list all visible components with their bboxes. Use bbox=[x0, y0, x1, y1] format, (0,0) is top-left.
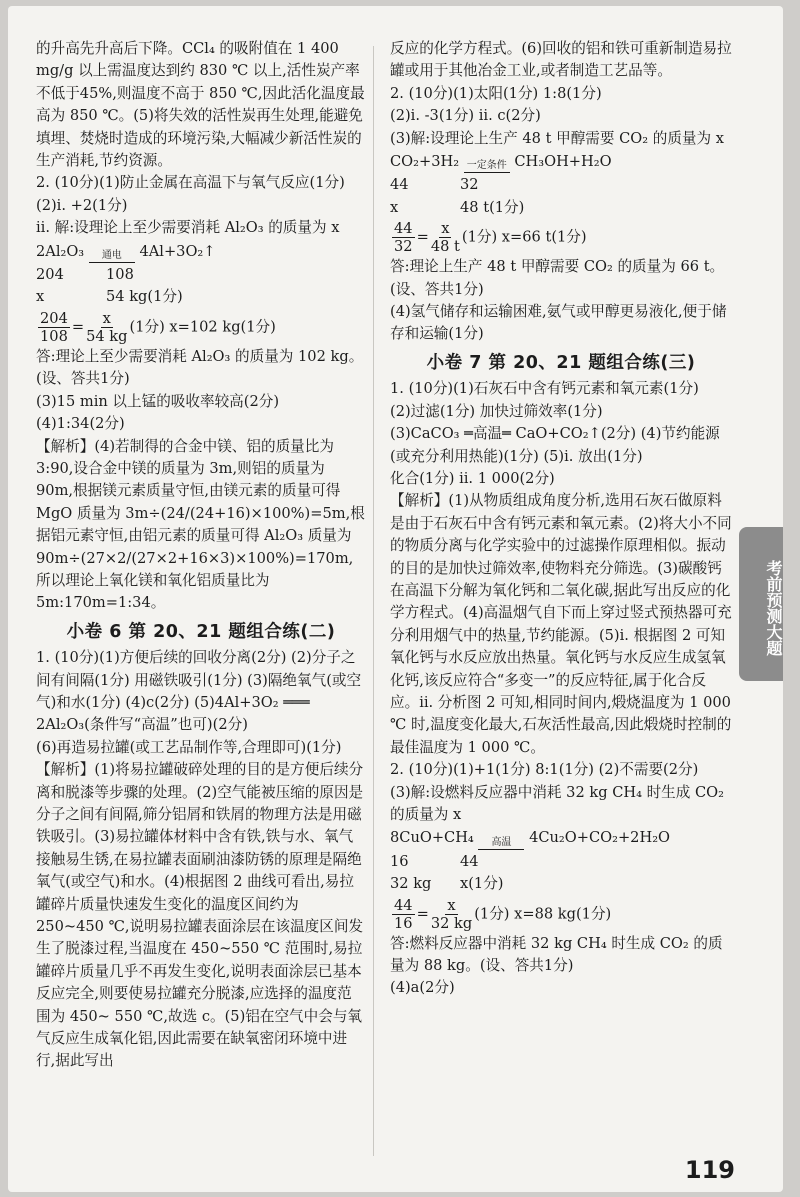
ratio-row-2 bbox=[36, 286, 366, 308]
quiz-7-question-2-part-3: (3)解:设燃料反应器中消耗 32 kg CH₄ 时生成 CO₂ 的质量为 x bbox=[390, 783, 724, 823]
ratio-value: 44 bbox=[460, 852, 479, 870]
equation-products: 4Al+3O₂↑ bbox=[139, 242, 216, 260]
equation-condition: 高温 bbox=[491, 836, 512, 848]
section-title-quiz-7: 小卷 7 第 20、21 题组合练(三) bbox=[426, 352, 696, 373]
fraction bbox=[431, 220, 460, 255]
equation-condition-arrow bbox=[478, 837, 524, 850]
answer-statement: 答:理论上至少需要消耗 Al₂O₃ 的质量为 102 kg。(设、答共1分) bbox=[36, 347, 364, 388]
equation-reactants: 2Al₂O₃ bbox=[36, 242, 85, 260]
proportion-result: (1分) x=88 kg(1分) bbox=[474, 905, 612, 923]
ratio-value: 204 bbox=[36, 266, 64, 284]
proportion-result: (1分) x=102 kg(1分) bbox=[129, 318, 276, 336]
fraction-numerator: 44 bbox=[394, 220, 413, 238]
quiz-6-question-1-part-6: (6)再造易拉罐(或工艺品制作等,合理即可)(1分) bbox=[36, 738, 342, 756]
equation-products: CH₃OH+H₂O bbox=[514, 153, 612, 171]
question-2-part-ii: ⅱ. 解:设理论上至少需要消耗 Al₂O₃ 的质量为 x bbox=[36, 219, 340, 237]
fraction-denominator: 16 bbox=[394, 914, 413, 932]
quiz-7-analysis: 【解析】(1)从物质组成角度分析,选用石灰石做原料是由于石灰石中含有钙元素和氧元素。(2)将大小不同的物质分离与化学实验中的过滤操作原理相似。振动的目的是加快过筛效率,使物料充分筛选。(3)碳酸钙在高温下分解为氧化钙和二氧化碳,据此写出反应的化学方程式。(4)高温烟气自下而上穿过竖式预热器可充分利用烟气中的热量,节约能源。(5)ⅰ. 根据图 2 可知氧化钙与水反应放出热量。氧化钙与水反应生成氢氧化钙,该反应符合“多变一”的反应特征,属于化合反应。ⅱ. 分析图 2 可知,相同时间内,煅烧温度为 1 000 ℃ 时,温度变化最大,石灰活性最高,因此煅烧时控制的最佳温度为 1 000 ℃。 bbox=[390, 492, 732, 756]
question-2-header: 2. (10分)(1)防止金属在高温下与氧气反应(1分) bbox=[36, 174, 345, 192]
question-2-part-3: (3)15 min 以上锰的吸收率较高(2分) bbox=[36, 392, 280, 410]
analysis-paragraph: 【解析】(4)若制得的合金中镁、铝的质量比为 3:90,设合金中镁的质量为 3m,则铝的质量为 90m,根据镁元素质量守恒,由镁元素的质量可得 MgO 质量为 3m÷(24/(24+16)×100%)=5m,根据铝元素守恒,由铝元素的质量可得 Al₂O₃ 质量为 90m÷(27×2/(27×2+16×3)×100%)=170m,所以理论上氧化镁和氧化铝质量比为 5m:170m=1:34。 bbox=[36, 437, 365, 612]
chemical-equation bbox=[36, 241, 366, 263]
fraction bbox=[86, 310, 127, 345]
quiz-7-question-1: 1. (10分)(1)石灰石中含有钙元素和氧元素(1分) bbox=[390, 380, 699, 398]
ratio-value: 16 bbox=[390, 852, 409, 870]
ratio-value: x(1分) bbox=[460, 875, 504, 893]
ratio-value: x bbox=[36, 288, 45, 306]
quiz-7-question-2: 2. (10分)(1)+1(1分) 8:1(1分) (2)不需要(2分) bbox=[390, 761, 699, 779]
ratio-value: 54 kg(1分) bbox=[106, 288, 183, 306]
ratio-row-1 bbox=[390, 851, 732, 873]
page-number: 119 bbox=[684, 1156, 735, 1184]
fraction-numerator: x bbox=[447, 896, 456, 914]
fraction-numerator: 44 bbox=[394, 896, 413, 914]
fraction-denominator: 32 bbox=[394, 238, 413, 256]
equation-condition-arrow bbox=[464, 160, 510, 173]
equation-reactants: 8CuO+CH₄ bbox=[390, 829, 474, 847]
answer-statement: 答:燃料反应器中消耗 32 kg CH₄ 时生成 CO₂ 的质量为 88 kg。(设、答共1分) bbox=[390, 934, 723, 975]
equation-condition: 通电 bbox=[101, 250, 122, 262]
ratio-row-1 bbox=[36, 264, 366, 286]
quiz-7-question-1-part-3: (3)CaCO₃ ═高温═ CaO+CO₂↑(2分) (4)节约能源(或充分利用热能)(1分) (5)ⅰ. 放出(1分) bbox=[390, 425, 720, 465]
answer-statement: 答:理论上生产 48 t 甲醇需要 CO₂ 的质量为 66 t。(设、答共1分) bbox=[390, 258, 725, 298]
ratio-value: x bbox=[390, 198, 399, 216]
equation-condition: 一定条件 bbox=[466, 160, 507, 172]
chemical-equation bbox=[390, 151, 732, 173]
equation-condition-arrow bbox=[89, 250, 135, 263]
section-title-quiz-6: 小卷 6 第 20、21 题组合练(二) bbox=[66, 621, 336, 642]
column-divider bbox=[373, 46, 374, 1156]
question-2-part-i: (2)ⅰ. +2(1分) bbox=[36, 196, 128, 214]
fraction-denominator: 32 kg bbox=[430, 914, 473, 932]
fraction-numerator: x bbox=[441, 220, 450, 238]
ratio-row-2 bbox=[390, 197, 732, 219]
equation-reactants: CO₂+3H₂ bbox=[390, 153, 460, 171]
ratio-value: 48 t(1分) bbox=[460, 198, 525, 216]
fraction bbox=[431, 897, 472, 932]
quiz-7-question-1-part-2: (2)过滤(1分) 加快过筛效率(1分) bbox=[390, 402, 603, 420]
right-paragraph-continued: 反应的化学方程式。(6)回收的铝和铁可重新制造易拉罐或用于其他冶金工业,或者制造工艺品等。 bbox=[390, 40, 732, 80]
quiz-7-question-1-part-5: 化合(1分) ⅱ. 1 000(2分) bbox=[390, 469, 555, 487]
question-2-part-2: (2)ⅰ. -3(1分) ⅱ. c(2分) bbox=[390, 107, 541, 125]
fraction-numerator: 204 bbox=[40, 309, 68, 327]
quiz-6-analysis: 【解析】(1)将易拉罐破碎处理的目的是方便后续分离和脱漆等步骤的处理。(2)空气能被压缩的原因是分子之间有间隔,筛分铝屑和铁屑的物理方法是用磁铁吸引。(3)易拉罐体材料中含有铁,铁与水、氧气接触易生锈,在易拉罐表面刷油漆防锈的原理是隔绝氧气(或空气)和水。(4)根据图 2 曲线可看出,易拉罐碎片质量快速发生变化的温度区间约为 250~450 ℃,说明易拉罐表面涂层在该温度区间发生了脱漆过程,当温度在 450~550 ℃ 范围时,易拉罐碎片质量几乎不再发生变化,说明表面涂层已基本反应完全,则要使易拉罐充分脱漆,应选择的温度范围为 450~ 550 ℃,故选 c。(5)铝在空气中会与氧气反应生成氧化铝,因此需要在缺氧密闭环境中进行,据此写出 bbox=[36, 761, 364, 1070]
ratio-value: 32 bbox=[460, 176, 479, 194]
chemical-equation bbox=[390, 827, 732, 849]
question-2-part-4: (4)1:34(2分) bbox=[36, 415, 125, 433]
question-2-header: 2. (10分)(1)太阳(1分) 1:8(1分) bbox=[390, 84, 602, 102]
quiz-6-question-1: 1. (10分)(1)方便后续的回收分离(2分) (2)分子之间有间隔(1分) 用磁铁吸引(1分) (3)隔绝氧气(或空气)和水(1分) (4)c(2分) (5)4Al+3O₂ ═══ 2Al₂O₃(条件写“高温”也可)(2分) bbox=[36, 649, 362, 734]
fraction-numerator: x bbox=[102, 309, 111, 327]
proportion-equation: $\frac{44}{16}$ = $\frac{x}{32 kg}$ (1分) x=88 kg(1分) bbox=[394, 896, 612, 932]
document-page bbox=[8, 6, 783, 1192]
fraction-denominator: 48 t bbox=[430, 238, 460, 256]
ratio-value: 44 bbox=[390, 176, 409, 194]
fraction bbox=[392, 220, 415, 255]
fraction bbox=[392, 897, 415, 932]
proportion-equation: $\frac{204}{108}$ = $\frac{x}{54 kg}$ (1分) x=102 kg(1分) bbox=[40, 309, 276, 345]
ratio-row-2 bbox=[390, 873, 732, 895]
question-2-part-3: (3)解:设理论上生产 48 t 甲醇需要 CO₂ 的质量为 x bbox=[390, 129, 724, 147]
proportion-result: (1分) x=66 t(1分) bbox=[461, 228, 587, 246]
fraction bbox=[38, 310, 70, 345]
proportion-equation: $\frac{44}{32}$ = $\frac{x}{48 t}$ (1分) x=66 t(1分) bbox=[394, 220, 587, 256]
quiz-7-question-2-part-4: (4)a(2分) bbox=[390, 979, 455, 997]
equation-products: 4Cu₂O+CO₂+2H₂O bbox=[529, 829, 671, 847]
fraction-denominator: 108 bbox=[40, 327, 68, 345]
left-paragraph-continued: 的升高先升高后下降。CCl₄ 的吸附值在 1 400 mg/g 以上需温度达到约 830 ℃ 以上,活性炭产率不低于45%,则温度不高于 850 ℃,因此活化温度最高为 850 ℃。(5)将失效的活性炭再生处理,能避免填埋、焚烧时造成的环境污染,大幅减少新活性炭的生产消耗,节约资源。 bbox=[36, 40, 365, 170]
ratio-value: 32 kg bbox=[390, 875, 432, 893]
ratio-row-1 bbox=[390, 174, 732, 196]
left-column bbox=[36, 38, 366, 1073]
question-2-part-4: (4)氢气储存和运输困难,氨气或甲醇更易液化,便于储存和运输(1分) bbox=[390, 303, 727, 343]
fraction-denominator: 54 kg bbox=[86, 327, 128, 345]
side-section-tab: 考前预测大题 bbox=[739, 527, 783, 681]
right-column bbox=[390, 38, 732, 1000]
ratio-value: 108 bbox=[106, 266, 134, 284]
